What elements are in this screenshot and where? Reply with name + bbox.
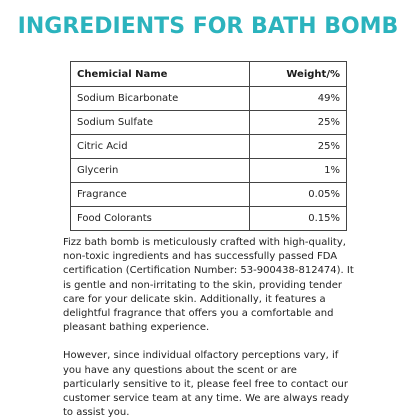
ingredient-weight: 1% bbox=[250, 159, 347, 183]
table-row bbox=[71, 135, 347, 159]
description-paragraph-certification: Fizz bath bomb is meticulously crafted with high-quality, non-toxic ingredients and has successfully passed FDA certification (Certification Number: 53-900438-812474). It is gentle and non-irritating to the skin, providing tender care for your delicate skin. Additionally, it features a delightful fragrance that offers you a comfortable and pleasant bathing experience. bbox=[63, 237, 354, 334]
ingredient-weight: 25% bbox=[250, 135, 347, 159]
ingredient-weight: 49% bbox=[250, 87, 347, 111]
ingredient-name: Glycerin bbox=[71, 159, 250, 183]
ingredient-name: Sodium Bicarbonate bbox=[71, 87, 250, 111]
column-header-chemical-name: Chemicial Name bbox=[71, 62, 250, 87]
table-row bbox=[71, 111, 347, 135]
ingredients-table-container bbox=[70, 61, 347, 231]
table-row bbox=[71, 207, 347, 231]
ingredient-weight: 0.15% bbox=[250, 207, 347, 231]
table-header-row bbox=[71, 62, 347, 87]
page-title: INGREDIENTS FOR BATH BOMB bbox=[17, 14, 399, 39]
table-row bbox=[71, 159, 347, 183]
table-row bbox=[71, 87, 347, 111]
ingredient-name: Food Colorants bbox=[71, 207, 250, 231]
ingredient-name: Fragrance bbox=[71, 183, 250, 207]
product-description bbox=[63, 236, 355, 420]
description-paragraph-customer-service: However, since individual olfactory perceptions vary, if you have any questions about the scent or are particularly sensitive to it, please feel free to contact our customer service team at any time. We are always ready to assist you. bbox=[63, 350, 350, 419]
table-row bbox=[71, 183, 347, 207]
ingredient-weight: 0.05% bbox=[250, 183, 347, 207]
column-header-weight: Weight/% bbox=[250, 62, 347, 87]
ingredients-table bbox=[70, 61, 347, 231]
ingredient-name: Sodium Sulfate bbox=[71, 111, 250, 135]
ingredient-name: Citric Acid bbox=[71, 135, 250, 159]
ingredient-weight: 25% bbox=[250, 111, 347, 135]
